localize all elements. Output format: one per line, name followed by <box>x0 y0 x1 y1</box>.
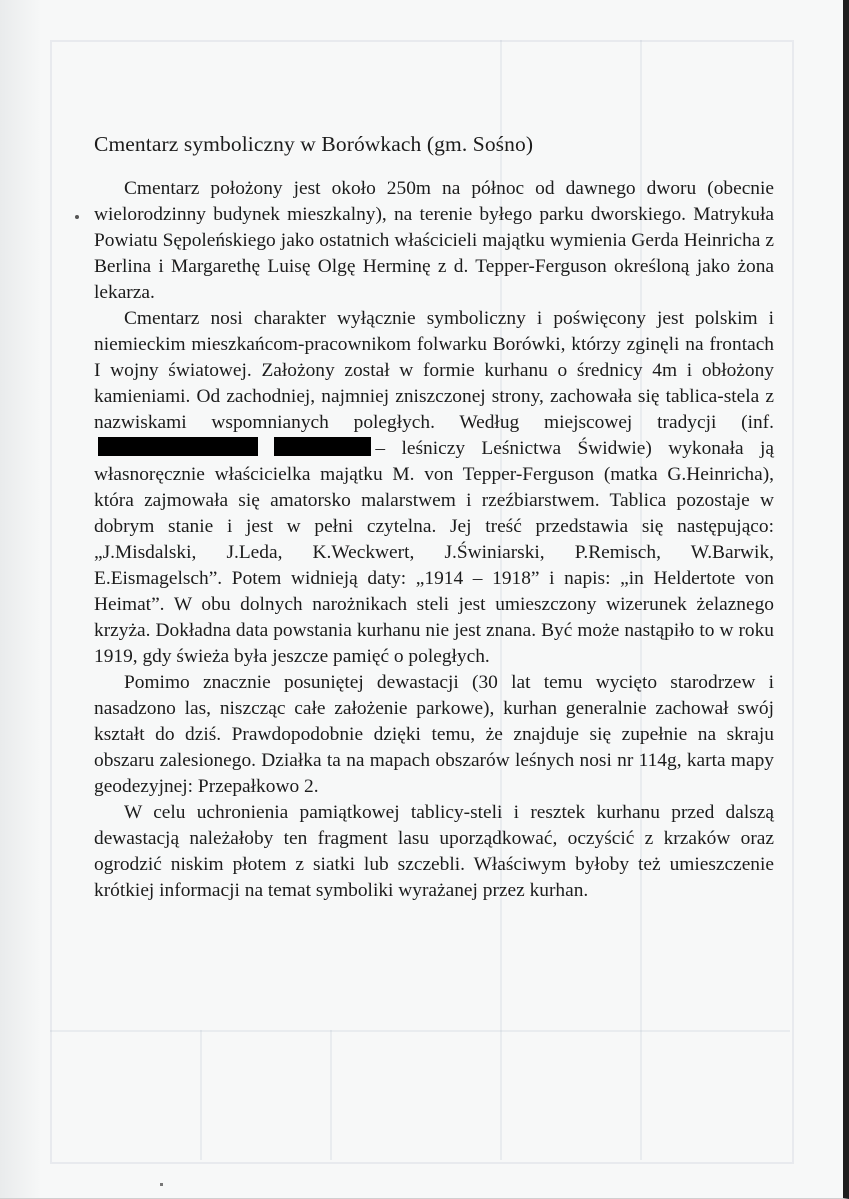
document-title: Cmentarz symboliczny w Borówkach (gm. Sośno) <box>94 132 534 156</box>
document-body <box>94 122 774 904</box>
paragraph-2 <box>94 306 774 670</box>
bleed-through-line <box>330 1030 332 1160</box>
paragraph-4: W celu uchronienia pamiątkowej tablicy-steli i resztek kurhanu przed dalszą dewastacją należałoby ten fragment lasu uporządkować, oczyścić z krzaków oraz ogrodzić niskim płotem z siatki lub szczebli. Właściwym byłoby też umieszczenie krótkiej informacji na temat symboliki wyrażanej przez kurhan. <box>94 802 774 901</box>
paragraph-1: Cmentarz położony jest około 250m na północ od dawnego dworu (obecnie wielorodzinny budynek mieszkalny), na terenie byłego parku dworskiego. Matrykuła Powiatu Sępoleńskiego jako ostatnich właścicieli majątku wymienia Gerda Heinricha z Berlina i Margarethę Luisę Olgę Herminę z d. Tepper-Ferguson określoną jako żona lekarza. <box>94 178 774 303</box>
redaction-bar <box>274 437 371 456</box>
margin-dot <box>75 215 79 219</box>
paragraph-2-part-1: Cmentarz nosi charakter wyłącznie symboliczny i poświęcony jest polskim i niemieckim mieszkańcom-pracownikom folwarku Borówki, którzy zginęli na frontach I wojny światowej. Założony został w formie kurhanu o średnicy 4m i obłożony kamieniami. Od zachodniej, najmniej zniszczonej strony, zachowała się tablica-stela z nazwiskami wspomnianych poległych. Według miejscowej tradycji (inf. <box>94 308 774 433</box>
redaction-bar <box>98 437 258 456</box>
scan-speck <box>160 1183 163 1186</box>
paragraph-3: Pomimo znacznie posuniętej dewastacji (30 lat temu wycięto starodrzew i nasadzono las, niszcząc całe założenie parkowe), kurhan generalnie zachował swój kształt do dziś. Prawdopodobnie dzięki temu, że znajduje się zupełnie na skraju obszaru zalesionego. Działka ta na mapach obszarów leśnych nosi nr 114g, karta mapy geodezyjnej: Przepałkowo 2. <box>94 672 774 797</box>
bleed-through-line <box>200 1030 202 1160</box>
paragraph-2-part-2: – leśniczy Leśnictwa Świdwie) wykonała ją własnoręcznie właścicielka majątku M. von Tepper-Ferguson (matka G.Heinricha), która zajmowała się amatorsko malarstwem i rzeźbiarstwem. Tablica pozostaje w dobrym stanie i jest w pełni czytelna. Jej treść przedstawia się następująco: „J.Misdalski, J.Leda, K.Weckwert, J.Świniarski, P.Remisch, W.Barwik, E.Eismagelsch”. Potem widnieją daty: „1914 – 1918” i napis: „in Heldertote von Heimat”. W obu dolnych narożnikach steli jest umieszczony wizerunek żelaznego krzyża. Dokładna data powstania kurhanu nie jest znana. Być może nastąpiło to w roku 1919, gdy świeża była jeszcze pamięć o poległych. <box>94 438 774 667</box>
bleed-through-line <box>50 1030 790 1032</box>
